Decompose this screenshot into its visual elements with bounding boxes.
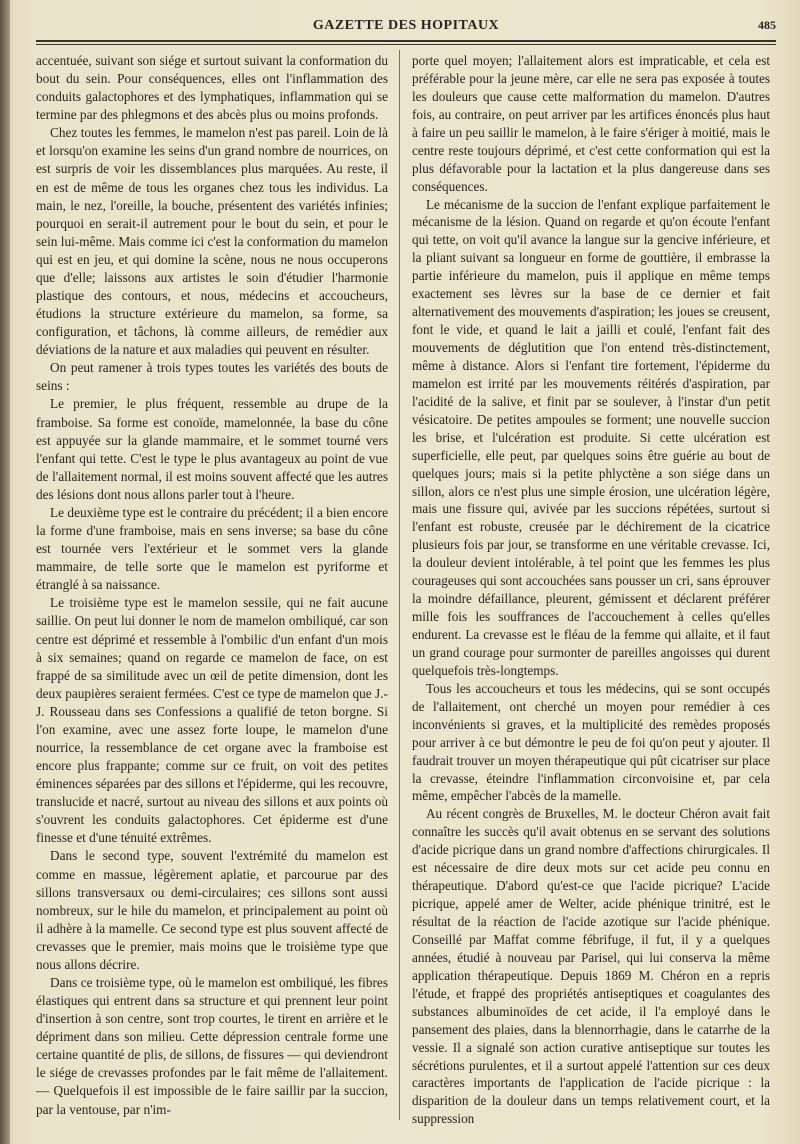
book-spine-shadow: [0, 0, 10, 1144]
page-header: [36, 12, 776, 38]
paragraph: porte quel moyen; l'allaitement alors est impraticable, et cela est préférable pour la jeune mère, car elle ne sera pas exposée à toutes les douleurs que cause cette malformation du mamelon. D'autres fois, au contraire, on peut arriver par les artifices énoncés plus haut à faire un peu saillir le mamelon, à le faire s'ériger à moitié, mais le centre reste toujours déprimé, et c'est cette conformation qui est la plus défavorable pour la lactation et la plus dangereuse dans ses conséquences.: [412, 53, 770, 194]
paragraph: Dans ce troisième type, où le mamelon est ombiliqué, les fibres élastiques qui entrent dans sa structure et qui prennent leur point d'insertion à son centre, sont trop courtes, le tirent en arrière et le dépriment dans son milieu. Cette dépression centrale forme une certaine quantité de plis, de sillons, de fissures — qui deviendront le siége de crevasses profondes par le fait même de l'allaitement. — Quelquefois il est impossible de le faire saillir par la succion, par la ventouse, par n'im-: [36, 974, 388, 1117]
paragraph: On peut ramener à trois types toutes les variétés des bouts de seins :: [36, 360, 388, 394]
page-number: 485: [758, 18, 776, 32]
paragraph: Le deuxième type est le contraire du précédent; il a bien encore la forme d'une framboise, mais en sens inverse; sa base du cône est tournée vers l'extérieur et le sommet vers la glande mammaire, de telle sorte que le mamelon est pyriforme et étranglé à sa naissance.: [36, 504, 388, 593]
header-rule: [36, 40, 776, 42]
running-title: GAZETTE DES HOPITAUX: [312, 18, 500, 33]
paragraph: Tous les accoucheurs et tous les médecins, qui se sont occupés de l'allaitement, ont cherché un moyen pour remédier à ces inconvénients si graves, et la multiplicité des remèdes proposés pour arriver à ce but démontre le peu de foi qu'on peut y ajouter. Il faudrait trouver un moyen thérapeutique qui pût cicatriser sur place la crevasse, éteindre l'inflammation circonvoisine et, par cela même, empêcher l'abcès de la mamelle.: [412, 680, 770, 804]
paragraph: Dans le second type, souvent l'extrémité du mamelon est comme en massue, légèrement aplatie, et parcourue par des sillons transversaux ou demi-circulaires; ces sillons sont aussi nombreux, sur le hile du mamelon, et principalement au point où il adhère à la mamelle. Ce second type est plus souvent affecté de crevasses que le premier, mais moins que le troisième type que nous allons décrire.: [36, 848, 388, 972]
paragraph: Le premier, le plus fréquent, ressemble au drupe de la framboise. Sa forme est conoïde, mamelonnée, la base du cône est appuyée sur la glande mammaire, et le sommet tourné vers l'enfant qui tette. C'est le type le plus avantageux au point de vue de l'allaitement normal, il est moins souvent affecté que les autres des lésions dont nous allons parler tout à l'heure.: [36, 396, 388, 502]
right-column: [412, 52, 770, 1128]
paragraph: accentuée, suivant son siége et surtout suivant la conformation du bout du sein. Pour conséquences, elles ont l'inflammation des conduits galactophores et des lymphatiques, inflammation qui se termine par des phlegmons et des abcès plus ou moins profonds.: [36, 53, 388, 123]
header-rule-thin: [36, 44, 776, 45]
column-divider: [399, 50, 400, 1120]
left-column: [36, 52, 388, 1119]
paragraph: Chez toutes les femmes, le mamelon n'est pas pareil. Loin de là et lorsqu'on examine les seins d'un grand nombre de nourrices, on est surpris de voir les dissemblances plus marquées. Au reste, il en est de même de tous les organes chez tous les individus. La main, le nez, l'oreille, la bouche, présentent des variétés infinies; pourquoi en serait-il autrement pour le bout du sein, et pour le sein lui-même. Mais comme ici c'est la conformation du mamelon qui est en jeu, et qui domine la scène, nous ne nous occuperons que d'elle; laissons aux artistes le soin d'étudier l'harmonie plastique des contours, et nous, médecins et accoucheurs, étudions la structure extérieure du mamelon, sa forme, sa configuration, et tâchons, là comme ailleurs, de remédier aux déviations de la nature et aux maladies qui peuvent en résulter.: [36, 125, 388, 358]
paragraph: Le troisième type est le mamelon sessile, qui ne fait aucune saillie. On peut lui donner le nom de mamelon ombiliqué, car son centre est déprimé et ressemble à l'ombilic d'un enfant d'un mois à six semaines; quand on regarde ce mamelon de face, on est frappé de sa similitude avec un œil de petite dimension, dont les deux paupières seraient fermées. C'est ce type de mamelon que J.-J. Rousseau dans ses Confessions a qualifié de teton borgne. Si l'on examine, avec une assez forte loupe, le mamelon d'une nourrice, la ressemblance de cet organe avec la framboise est encore plus frappante; comme sur ce fruit, on voit des petites éminences séparées par des sillons et l'épiderme, qui les recouvre, translucide et nacré, surtout au niveau des sillons et aux points où s'ouvrent les conduits galactophores. Cet épiderme est d'une finesse et d'une ténuité extrêmes.: [36, 595, 388, 846]
paragraph: Le mécanisme de la succion de l'enfant explique parfaitement le mécanisme de la lésion. Quand on regarde et qu'on écoute l'enfant qui tette, on voit qu'il avance la langue sur la gencive inférieure, et la pliant suivant sa longueur en forme de gouttière, il embrasse la partie inférieure du mamelon, puis il applique en même temps exactement ses lèvres sur la base de ce dernier et fait alternativement des mouvements d'aspiration; les joues se creusent, font le vide, et quand le lait a jailli et coulé, l'enfant fait des mouvements de déglutition que l'on entend très-distinctement, même à distance. Alors si l'enfant tire fortement, l'épiderme du mamelon est irrité par les mouvements réitérés d'aspiration, par l'acidité de la salive, et finit par se soulever, à l'instar d'un petit vésicatoire. De petites ampoules se forment; une nouvelle succion les brise, et l'ulcération est produite. Si cette ulcération est superficielle, elle peut, par quelques soins être guérie au bout de quelques jours; mais si la petite phlyctène a son siége dans un sillon, alors ce n'est plus une simple érosion, une ulcération légère, mais une fissure qui, avivée par les succions répétées, surtout si l'enfant est robuste, creusée par le déchirement de la cicatrice plusieurs fois par jour, se transforme en une véritable crevasse. Ici, la douleur devient intolérable, à tel point que les femmes les plus courageuses qui sont accouchées sans pousser un cri, sans éprouver la moindre défaillance, pleurent, gémissent et déclarent préférer mille fois les souffrances de l'accouchement à celles qu'elles endurent. La crevasse est le fléau de la femme qui allaite, et il faut un grand courage pour surmonter de pareilles angoisses qui durent quelquefois très-longtemps.: [412, 196, 770, 678]
paragraph: Au récent congrès de Bruxelles, M. le docteur Chéron avait fait connaître les succès qu'il avait obtenus en se servant des solutions d'acide picrique dans un grand nombre d'affections chirurgicales. Il est nécessaire de dire deux mots sur cet acide peu connu en thérapeutique. D'abord qu'est-ce que l'acide picrique? L'acide picrique, appelé amer de Welter, acide phénique trinitré, est le résultat de la réaction de l'acide azotique sur l'acide phénique. Conseillé par Maffat comme fébrifuge, il fut, il y a quelques années, étudié à nouveau par Parisel, qui lui conserva la même application thérapeutique. Depuis 1869 M. Chéron en a repris l'étude, et frappé des propriétés antiseptiques et coagulantes des substances albuminoïdes de cet acide, il l'a employé dans le pansement des plaies, dans la blennorrhagie, dans le catarrhe de la vessie. Il a signalé son action curative antiseptique sur toutes les sécrétions purulentes, et il a surtout appelé l'attention sur ces deux caractères importants de l'application de l'acide picrique : la disparition de la douleur dans un temps relativement court, et la suppression: [412, 806, 770, 1127]
